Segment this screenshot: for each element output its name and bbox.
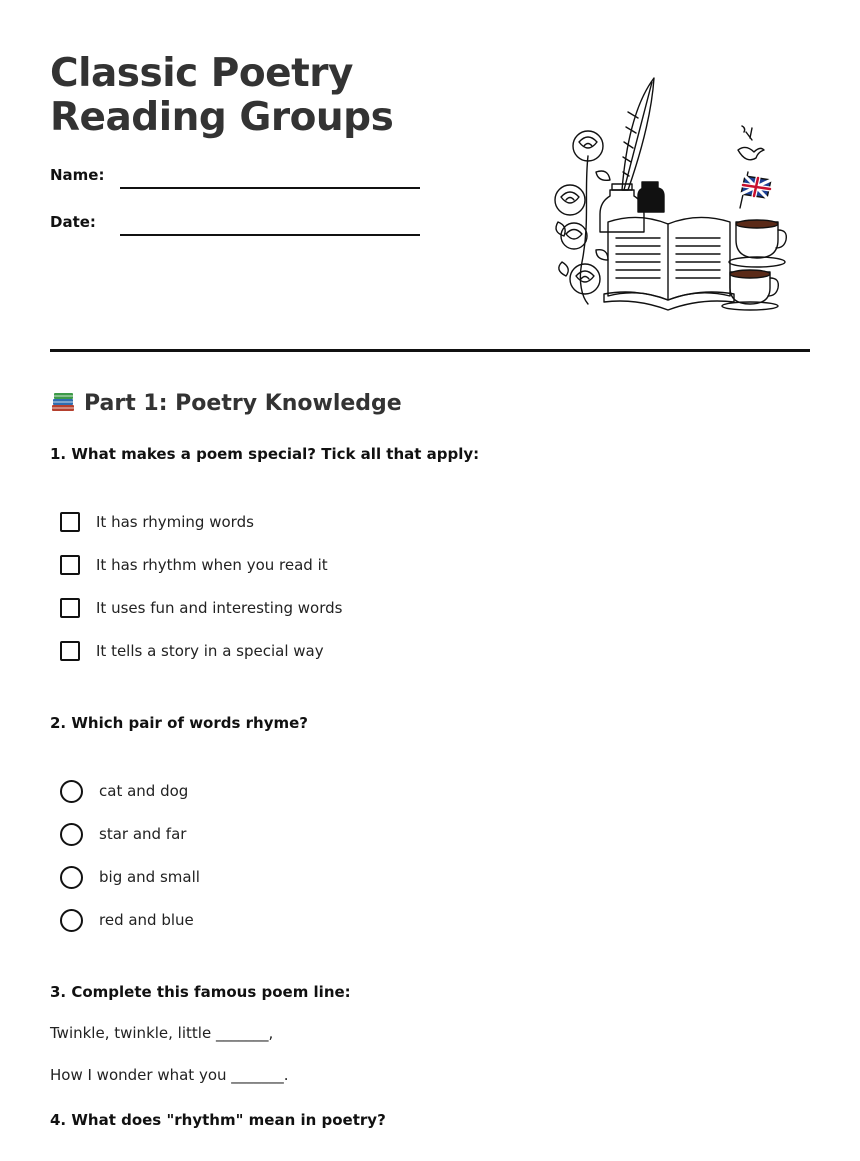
radio-button[interactable] — [60, 780, 83, 803]
poem-line: How I wonder what you _______. — [50, 1066, 289, 1084]
question-3: 3. Complete this famous poem line: — [50, 983, 351, 1001]
section-title-text: Part 1: Poetry Knowledge — [84, 391, 402, 416]
checkbox-option[interactable] — [60, 510, 254, 534]
radio-option[interactable] — [60, 779, 188, 803]
teacup-icon — [729, 220, 786, 267]
option-label: cat and dog — [99, 782, 189, 800]
union-flag-icon — [741, 176, 771, 198]
books-icon — [50, 388, 76, 414]
radio-button[interactable] — [60, 909, 83, 932]
option-label: It uses fun and interesting words — [96, 599, 343, 617]
question-1: 1. What makes a poem special? Tick all that apply: — [50, 445, 480, 463]
header-divider — [50, 349, 810, 352]
radio-option[interactable] — [60, 908, 194, 932]
option-label: It has rhyming words — [96, 513, 254, 531]
radio-option[interactable] — [60, 822, 186, 846]
option-label: It tells a story in a special way — [96, 642, 324, 660]
page-title: Classic Poetry Reading Groups — [50, 51, 394, 140]
option-label: big and small — [99, 868, 200, 886]
question-2: 2. Which pair of words rhyme? — [50, 714, 308, 732]
name-field[interactable] — [120, 187, 420, 189]
teacup-icon — [722, 270, 778, 310]
bird-icon — [738, 126, 764, 160]
checkbox[interactable] — [60, 641, 80, 661]
section-title — [50, 388, 402, 416]
option-label: star and far — [99, 825, 187, 843]
poetry-illustration-icon — [548, 72, 788, 312]
name-label: Name: — [50, 166, 105, 184]
date-label: Date: — [50, 213, 96, 231]
option-label: It has rhythm when you read it — [96, 556, 328, 574]
rose-icon — [570, 264, 600, 294]
checkbox-option[interactable] — [60, 596, 342, 620]
checkbox[interactable] — [60, 512, 80, 532]
radio-button[interactable] — [60, 866, 83, 889]
date-field[interactable] — [120, 234, 420, 236]
checkbox[interactable] — [60, 598, 80, 618]
rose-icon — [555, 185, 585, 215]
checkbox-option[interactable] — [60, 639, 324, 663]
poem-line: Twinkle, twinkle, little _______, — [50, 1024, 274, 1042]
checkbox[interactable] — [60, 555, 80, 575]
radio-option[interactable] — [60, 865, 200, 889]
option-label: red and blue — [99, 911, 194, 929]
checkbox-option[interactable] — [60, 553, 328, 577]
radio-button[interactable] — [60, 823, 83, 846]
question-4: 4. What does "rhythm" mean in poetry? — [50, 1111, 386, 1129]
